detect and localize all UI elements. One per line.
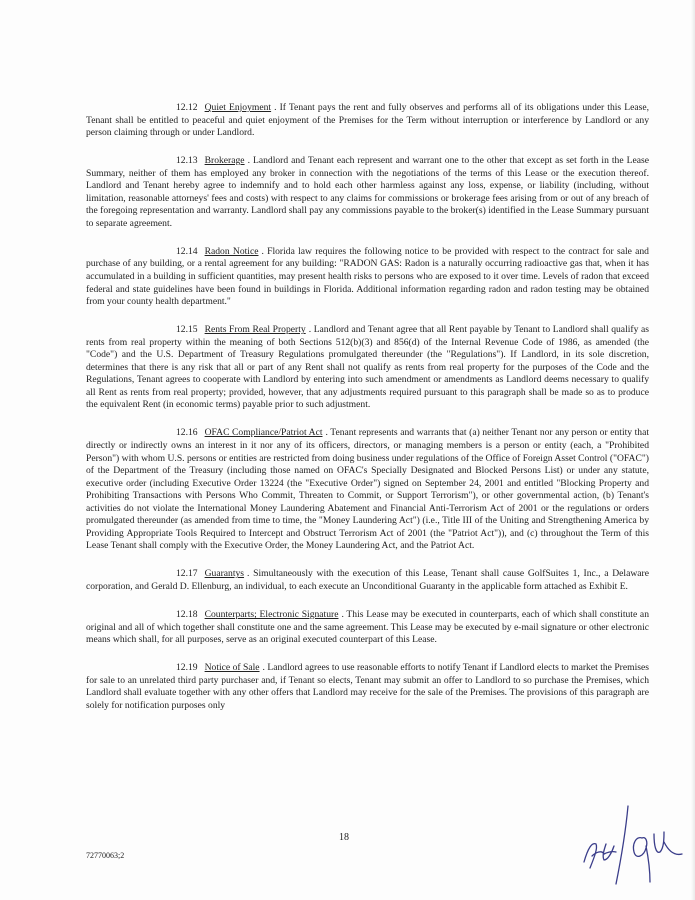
section-text: . This Lease may be executed in counterparts, each of which shall constitute an original and all of which together shall constitute one and the same agreement. This Lease may be executed by e-mail signature or other electronic means which shall, for all purposes, serve as an original executed counterpart of this Lease. [86, 609, 649, 646]
section-heading: Notice of Sale [204, 662, 260, 674]
initial-stroke [654, 832, 682, 854]
section-number: 12.19 [176, 662, 198, 674]
section-text: . Simultaneously with the execution of this Lease, Tenant shall cause GolfSuites 1, Inc., a Delaware corporation, and Gerald D. Ellenburg, an individual, to each execute an Unconditional Guaranty in the applicable form attached as Exhibit E. [86, 568, 649, 592]
divider-slash [616, 806, 628, 884]
page-number: 18 [339, 832, 349, 843]
section-text: . Landlord agrees to use reasonable efforts to notify Tenant if Landlord elects to market the Premises for sale to an unrelated third party purchaser and, if Tenant so elects, Tenant may submit an offer to Landlord to so purchase the Premises, which Landlord shall evaluate together with any other offers that Landlord may receive for the sale of the Premises. The provisions of this paragraph are solely for notification purposes only [86, 662, 649, 711]
page-edge-shadow [691, 0, 695, 900]
section-heading: Guarantys [204, 568, 245, 580]
section-text: . Landlord and Tenant agree that all Rent payable by Tenant to Landlord shall qualify as rents from real property within the meaning of both Sections 512(b)(3) and 856(d) of the Internal Revenue Code of 1986, as amended (the "Code") and the U.S. Department of Treasury Regulations promulgated thereunder (the "Regulations"). If Landlord, in its sole discretion, determines that there is any risk that all or part of any Rent shall not qualify as rents from real property for the purposes of the Code and the Regulations, Tenant agrees to cooperate with Landlord by entering into such amendment or amendments as Landlord deems necessary to qualify all Rent as rents from real property; provided, however, that any adjustments required pursuant to this paragraph shall be made so as to produce the equivalent Rent (in economic terms) payable prior to such adjustment. [86, 324, 649, 411]
section-text: . Florida law requires the following notice to be provided with respect to the contract for sale and purchase of any building, or a rental agreement for any building: "RADON GAS: Radon is a naturally occurring radioactive gas that, when it has accumulated in a building in sufficient quantities, may present health risks to persons who are exposed to it over time. Levels of radon that exceed federal and state guidelines have been found in buildings in Florida. Additional information regarding radon and radon testing may be obtained from your county health department." [86, 245, 649, 308]
section-heading: Radon Notice [204, 245, 259, 257]
section-text: . Tenant represents and warrants that (a) neither Tenant nor any person or entity that directly or indirectly owns an interest in it nor any of its officers, directors, or managing members is a person or entity (each, a "Prohibited Person") with whom U.S. persons or entities are restricted from doing business under regulations of the Office of Foreign Asset Control ("OFAC") of the Department of the Treasury (including those named on OFAC's Specially Designated and Blocked Persons List) or under any statute, executive order (including Executive Order 13224 (the "Executive Order") signed on September 24, 2001 and entitled "Blocking Property and Prohibiting Transactions with Persons Who Commit, Threaten to Commit, or Support Terrorism"), or other governmental action, (b) Tenant's activities do not violate the International Money Laundering Abatement and Financial Anti-Terrorism Act of 2001 or the regulations or orders promulgated thereunder (as amended from time to time, the "Money Laundering Act") (i.e., Title III of the Uniting and Strengthening America by Providing Appropriate Tools Required to Intercept and Obstruct Terrorism Act of 2001 (the "Patriot Act")), and (c) throughout the Term of this Lease Tenant shall comply with the Executive Order, the Money Laundering Act, and the Patriot Act. [86, 427, 649, 552]
lease-body [86, 102, 649, 728]
initial-stroke [633, 838, 650, 882]
document-id: 72770063;2 [86, 851, 125, 860]
section-heading: Counterparts; Electronic Signature [204, 609, 339, 621]
section-number: 12.14 [176, 245, 198, 257]
initial-stroke [603, 844, 616, 860]
section-number: 12.15 [176, 324, 198, 336]
section-number: 12.12 [176, 102, 198, 113]
section-12-13 [86, 155, 649, 230]
section-heading: OFAC Compliance/Patriot Act [204, 427, 323, 439]
section-heading: Quiet Enjoyment [204, 102, 272, 113]
section-12-15 [86, 324, 649, 412]
handwritten-initials [580, 798, 690, 888]
section-12-19 [86, 662, 649, 712]
initial-stroke [584, 844, 604, 868]
section-text: . Landlord and Tenant each represent and warrant one to the other that except as set forth in the Lease Summary, neither of them has employed any broker in connection with the negotiations of the terms of this Lease or the execution thereof. Landlord and Tenant hereby agree to indemnify and to hold each other harmless against any loss, expense, or liability (including, without limitation, reasonable attorneys' fees and costs) with respect to any claims for commissions or brokerage fees arising from or out of any breach of the foregoing representation and warranty. Landlord shall pay any commissions payable to the broker(s) identified in the Lease Summary pursuant to separate agreement. [86, 155, 649, 229]
section-12-12 [86, 102, 649, 140]
section-heading: Brokerage [204, 155, 245, 167]
section-text: . If Tenant pays the rent and fully observes and performs all of its obligations under this Lease, Tenant shall be entitled to peaceful and quiet enjoyment of the Premises for the Term without interruption or interference by Landlord or any person claiming through or under Landlord. [86, 102, 650, 139]
section-12-16 [86, 427, 649, 552]
section-number: 12.16 [176, 427, 198, 439]
section-12-14 [86, 246, 649, 309]
section-12-17 [86, 568, 649, 593]
section-number: 12.18 [176, 609, 198, 621]
section-number: 12.17 [176, 568, 198, 580]
section-number: 12.13 [176, 155, 198, 167]
section-heading: Rents From Real Property [204, 324, 306, 336]
section-12-18 [86, 609, 649, 647]
